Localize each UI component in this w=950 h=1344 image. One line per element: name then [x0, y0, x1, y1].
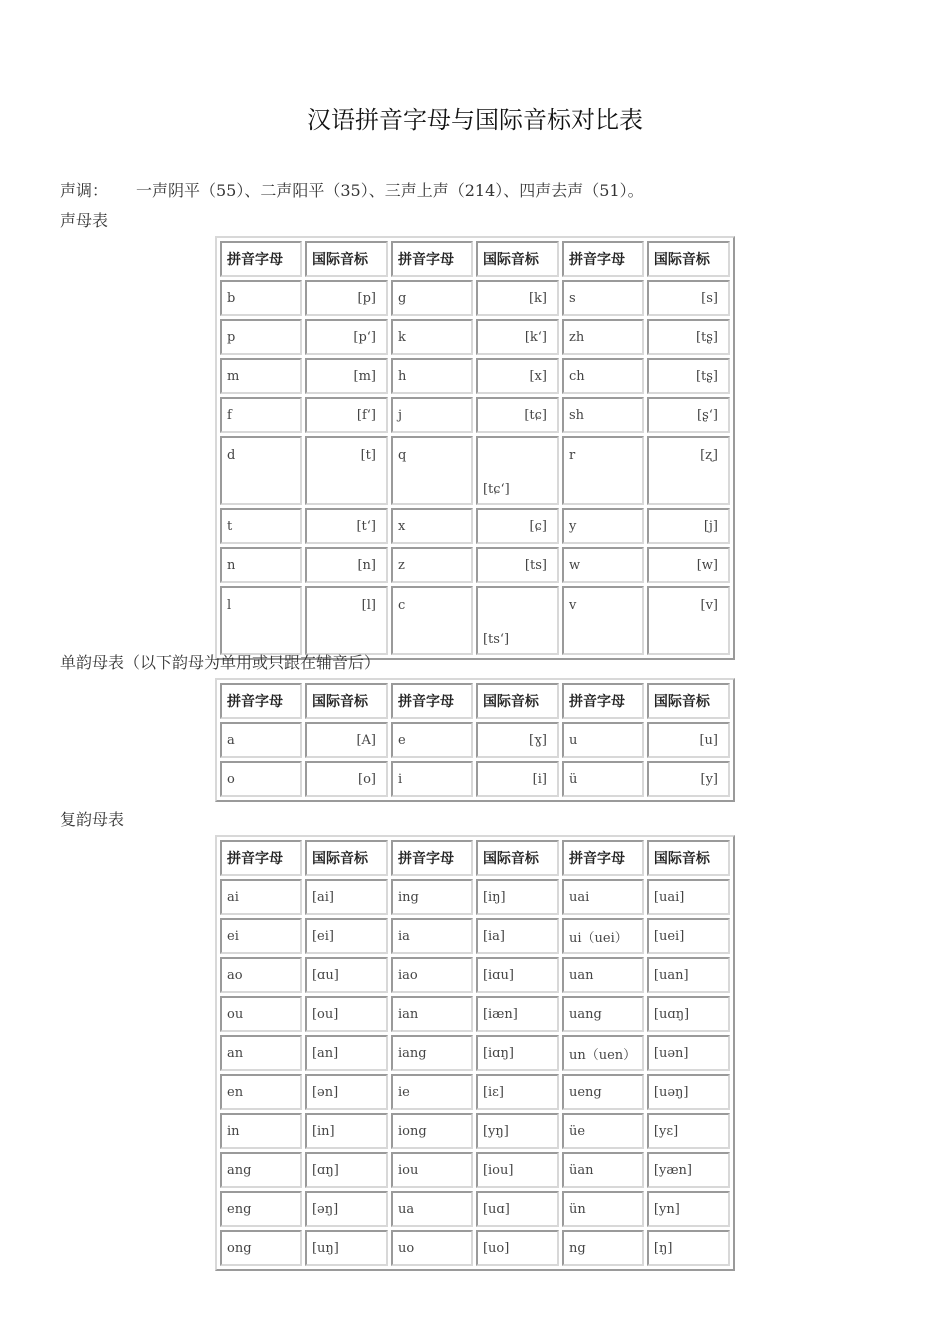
- column-header: 国际音标: [476, 840, 559, 876]
- ipa-cell: [yæn]: [647, 1152, 730, 1188]
- column-header: 国际音标: [647, 840, 730, 876]
- ipa-cell: [n]: [305, 547, 388, 583]
- pinyin-cell: n: [220, 547, 302, 583]
- pinyin-cell: iang: [391, 1035, 473, 1071]
- table-row: [220, 1035, 730, 1071]
- ipa-cell: [ɑu]: [305, 957, 388, 993]
- ipa-cell: [iæn]: [476, 996, 559, 1032]
- table-row: [220, 358, 730, 394]
- pinyin-cell: f: [220, 397, 302, 433]
- ipa-cell: [x]: [476, 358, 559, 394]
- ipa-cell: [v]: [647, 586, 730, 655]
- ipa-cell: [uɑŋ]: [647, 996, 730, 1032]
- column-header: 国际音标: [476, 683, 559, 719]
- ipa-cell: [uai]: [647, 879, 730, 915]
- ipa-cell: [yŋ]: [476, 1113, 559, 1149]
- ipa-cell: [k‘]: [476, 319, 559, 355]
- pinyin-cell: ch: [562, 358, 644, 394]
- ipa-cell: [ɣ]: [476, 722, 559, 758]
- pinyin-cell: sh: [562, 397, 644, 433]
- ipa-cell: [j]: [647, 508, 730, 544]
- initials-heading: 声母表: [60, 211, 109, 230]
- ipa-cell: [yn]: [647, 1191, 730, 1227]
- pinyin-cell: uang: [562, 996, 644, 1032]
- ipa-cell: [iɑŋ]: [476, 1035, 559, 1071]
- pinyin-cell: uai: [562, 879, 644, 915]
- table-row: [220, 397, 730, 433]
- column-header: 拼音字母: [220, 241, 302, 277]
- pinyin-cell: ua: [391, 1191, 473, 1227]
- pinyin-cell: g: [391, 280, 473, 316]
- ipa-cell: [uən]: [647, 1035, 730, 1071]
- pinyin-cell: h: [391, 358, 473, 394]
- column-header: 拼音字母: [562, 840, 644, 876]
- table-row: [220, 319, 730, 355]
- pinyin-cell: uan: [562, 957, 644, 993]
- tone-line: [60, 178, 644, 201]
- pinyin-cell: in: [220, 1113, 302, 1149]
- column-header: 国际音标: [647, 683, 730, 719]
- table-row: [220, 761, 730, 797]
- ipa-cell: [uɑ]: [476, 1191, 559, 1227]
- ipa-cell: [ʐ]: [647, 436, 730, 505]
- pinyin-cell: üe: [562, 1113, 644, 1149]
- pinyin-cell: iou: [391, 1152, 473, 1188]
- column-header: 国际音标: [305, 840, 388, 876]
- initials-table: [215, 236, 735, 660]
- pinyin-cell: o: [220, 761, 302, 797]
- ipa-cell: [o]: [305, 761, 388, 797]
- tone-text: 一声阴平（55）、二声阳平（35）、三声上声（214）、四声去声（51）。: [136, 181, 644, 200]
- tone-label: 声调：: [60, 181, 109, 200]
- pinyin-cell: ang: [220, 1152, 302, 1188]
- table-row: [220, 436, 730, 505]
- ipa-cell: [iɛ]: [476, 1074, 559, 1110]
- pinyin-cell: ian: [391, 996, 473, 1032]
- ipa-cell: [tɕ‘]: [476, 436, 559, 505]
- ipa-cell: [ou]: [305, 996, 388, 1032]
- pinyin-cell: ü: [562, 761, 644, 797]
- table-row: [220, 1191, 730, 1227]
- header-row: [220, 840, 730, 876]
- header-row: [220, 683, 730, 719]
- ipa-cell: [yɛ]: [647, 1113, 730, 1149]
- ipa-cell: [k]: [476, 280, 559, 316]
- pinyin-cell: p: [220, 319, 302, 355]
- pinyin-cell: ai: [220, 879, 302, 915]
- ipa-cell: [p‘]: [305, 319, 388, 355]
- table-row: [220, 586, 730, 655]
- pinyin-cell: w: [562, 547, 644, 583]
- compound-finals-heading: 复韵母表: [60, 810, 125, 829]
- ipa-cell: [iou]: [476, 1152, 559, 1188]
- simple-finals-heading: 单韵母表（以下韵母为单用或只跟在辅音后）: [60, 653, 381, 672]
- pinyin-cell: ao: [220, 957, 302, 993]
- pinyin-cell: e: [391, 722, 473, 758]
- column-header: 拼音字母: [391, 840, 473, 876]
- table-row: [220, 996, 730, 1032]
- pinyin-cell: a: [220, 722, 302, 758]
- ipa-cell: [in]: [305, 1113, 388, 1149]
- ipa-cell: [uŋ]: [305, 1230, 388, 1266]
- pinyin-cell: üan: [562, 1152, 644, 1188]
- table-row: [220, 1074, 730, 1110]
- table-row: [220, 1152, 730, 1188]
- pinyin-cell: b: [220, 280, 302, 316]
- pinyin-cell: l: [220, 586, 302, 655]
- pinyin-cell: ing: [391, 879, 473, 915]
- column-header: 国际音标: [476, 241, 559, 277]
- column-header: 拼音字母: [391, 683, 473, 719]
- pinyin-cell: an: [220, 1035, 302, 1071]
- column-header: 拼音字母: [220, 683, 302, 719]
- ipa-cell: [s]: [647, 280, 730, 316]
- pinyin-cell: j: [391, 397, 473, 433]
- table-row: [220, 1113, 730, 1149]
- pinyin-cell: un（uen）: [562, 1035, 644, 1071]
- pinyin-cell: iong: [391, 1113, 473, 1149]
- pinyin-cell: en: [220, 1074, 302, 1110]
- pinyin-cell: ou: [220, 996, 302, 1032]
- ipa-cell: [tʂ]: [647, 319, 730, 355]
- ipa-cell: [ɑŋ]: [305, 1152, 388, 1188]
- header-row: [220, 241, 730, 277]
- ipa-cell: [ia]: [476, 918, 559, 954]
- pinyin-cell: x: [391, 508, 473, 544]
- ipa-cell: [ai]: [305, 879, 388, 915]
- pinyin-cell: t: [220, 508, 302, 544]
- table-row: [220, 722, 730, 758]
- pinyin-cell: ueng: [562, 1074, 644, 1110]
- simple-finals-table: [215, 678, 735, 802]
- table-row: [220, 918, 730, 954]
- ipa-cell: [iɑu]: [476, 957, 559, 993]
- ipa-cell: [tɕ]: [476, 397, 559, 433]
- ipa-cell: [f‘]: [305, 397, 388, 433]
- page-title: 汉语拼音字母与国际音标对比表: [307, 106, 643, 134]
- pinyin-cell: q: [391, 436, 473, 505]
- column-header: 国际音标: [647, 241, 730, 277]
- column-header: 拼音字母: [562, 241, 644, 277]
- ipa-cell: [ŋ]: [647, 1230, 730, 1266]
- ipa-cell: [ʂ‘]: [647, 397, 730, 433]
- column-header: 拼音字母: [220, 840, 302, 876]
- pinyin-cell: iao: [391, 957, 473, 993]
- pinyin-cell: u: [562, 722, 644, 758]
- ipa-cell: [u]: [647, 722, 730, 758]
- pinyin-cell: ei: [220, 918, 302, 954]
- pinyin-cell: v: [562, 586, 644, 655]
- pinyin-cell: ün: [562, 1191, 644, 1227]
- pinyin-cell: i: [391, 761, 473, 797]
- pinyin-cell: r: [562, 436, 644, 505]
- ipa-cell: [uei]: [647, 918, 730, 954]
- ipa-cell: [m]: [305, 358, 388, 394]
- ipa-cell: [t‘]: [305, 508, 388, 544]
- pinyin-cell: m: [220, 358, 302, 394]
- pinyin-cell: y: [562, 508, 644, 544]
- ipa-cell: [w]: [647, 547, 730, 583]
- table-row: [220, 547, 730, 583]
- column-header: 国际音标: [305, 241, 388, 277]
- column-header: 拼音字母: [391, 241, 473, 277]
- ipa-cell: [ɕ]: [476, 508, 559, 544]
- table-row: [220, 879, 730, 915]
- table-row: [220, 957, 730, 993]
- pinyin-cell: d: [220, 436, 302, 505]
- table-row: [220, 280, 730, 316]
- pinyin-cell: ia: [391, 918, 473, 954]
- pinyin-cell: c: [391, 586, 473, 655]
- ipa-cell: [ei]: [305, 918, 388, 954]
- ipa-cell: [uan]: [647, 957, 730, 993]
- pinyin-cell: uo: [391, 1230, 473, 1266]
- ipa-cell: [tʂ]: [647, 358, 730, 394]
- pinyin-cell: ng: [562, 1230, 644, 1266]
- pinyin-cell: s: [562, 280, 644, 316]
- ipa-cell: [y]: [647, 761, 730, 797]
- pinyin-cell: ui（uei）: [562, 918, 644, 954]
- ipa-cell: [A]: [305, 722, 388, 758]
- table-row: [220, 1230, 730, 1266]
- ipa-cell: [an]: [305, 1035, 388, 1071]
- pinyin-cell: zh: [562, 319, 644, 355]
- ipa-cell: [ts]: [476, 547, 559, 583]
- table-body: [220, 280, 730, 655]
- ipa-cell: [uəŋ]: [647, 1074, 730, 1110]
- column-header: 拼音字母: [562, 683, 644, 719]
- pinyin-cell: eng: [220, 1191, 302, 1227]
- ipa-cell: [t]: [305, 436, 388, 505]
- ipa-cell: [l]: [305, 586, 388, 655]
- table-row: [220, 508, 730, 544]
- pinyin-cell: z: [391, 547, 473, 583]
- ipa-cell: [uo]: [476, 1230, 559, 1266]
- pinyin-cell: ong: [220, 1230, 302, 1266]
- ipa-cell: [iŋ]: [476, 879, 559, 915]
- pinyin-cell: ie: [391, 1074, 473, 1110]
- column-header: 国际音标: [305, 683, 388, 719]
- ipa-cell: [ən]: [305, 1074, 388, 1110]
- pinyin-cell: k: [391, 319, 473, 355]
- table-body: [220, 879, 730, 1266]
- ipa-cell: [əŋ]: [305, 1191, 388, 1227]
- ipa-cell: [i]: [476, 761, 559, 797]
- compound-finals-table: [215, 835, 735, 1271]
- ipa-cell: [p]: [305, 280, 388, 316]
- ipa-cell: [ts‘]: [476, 586, 559, 655]
- table-body: [220, 722, 730, 797]
